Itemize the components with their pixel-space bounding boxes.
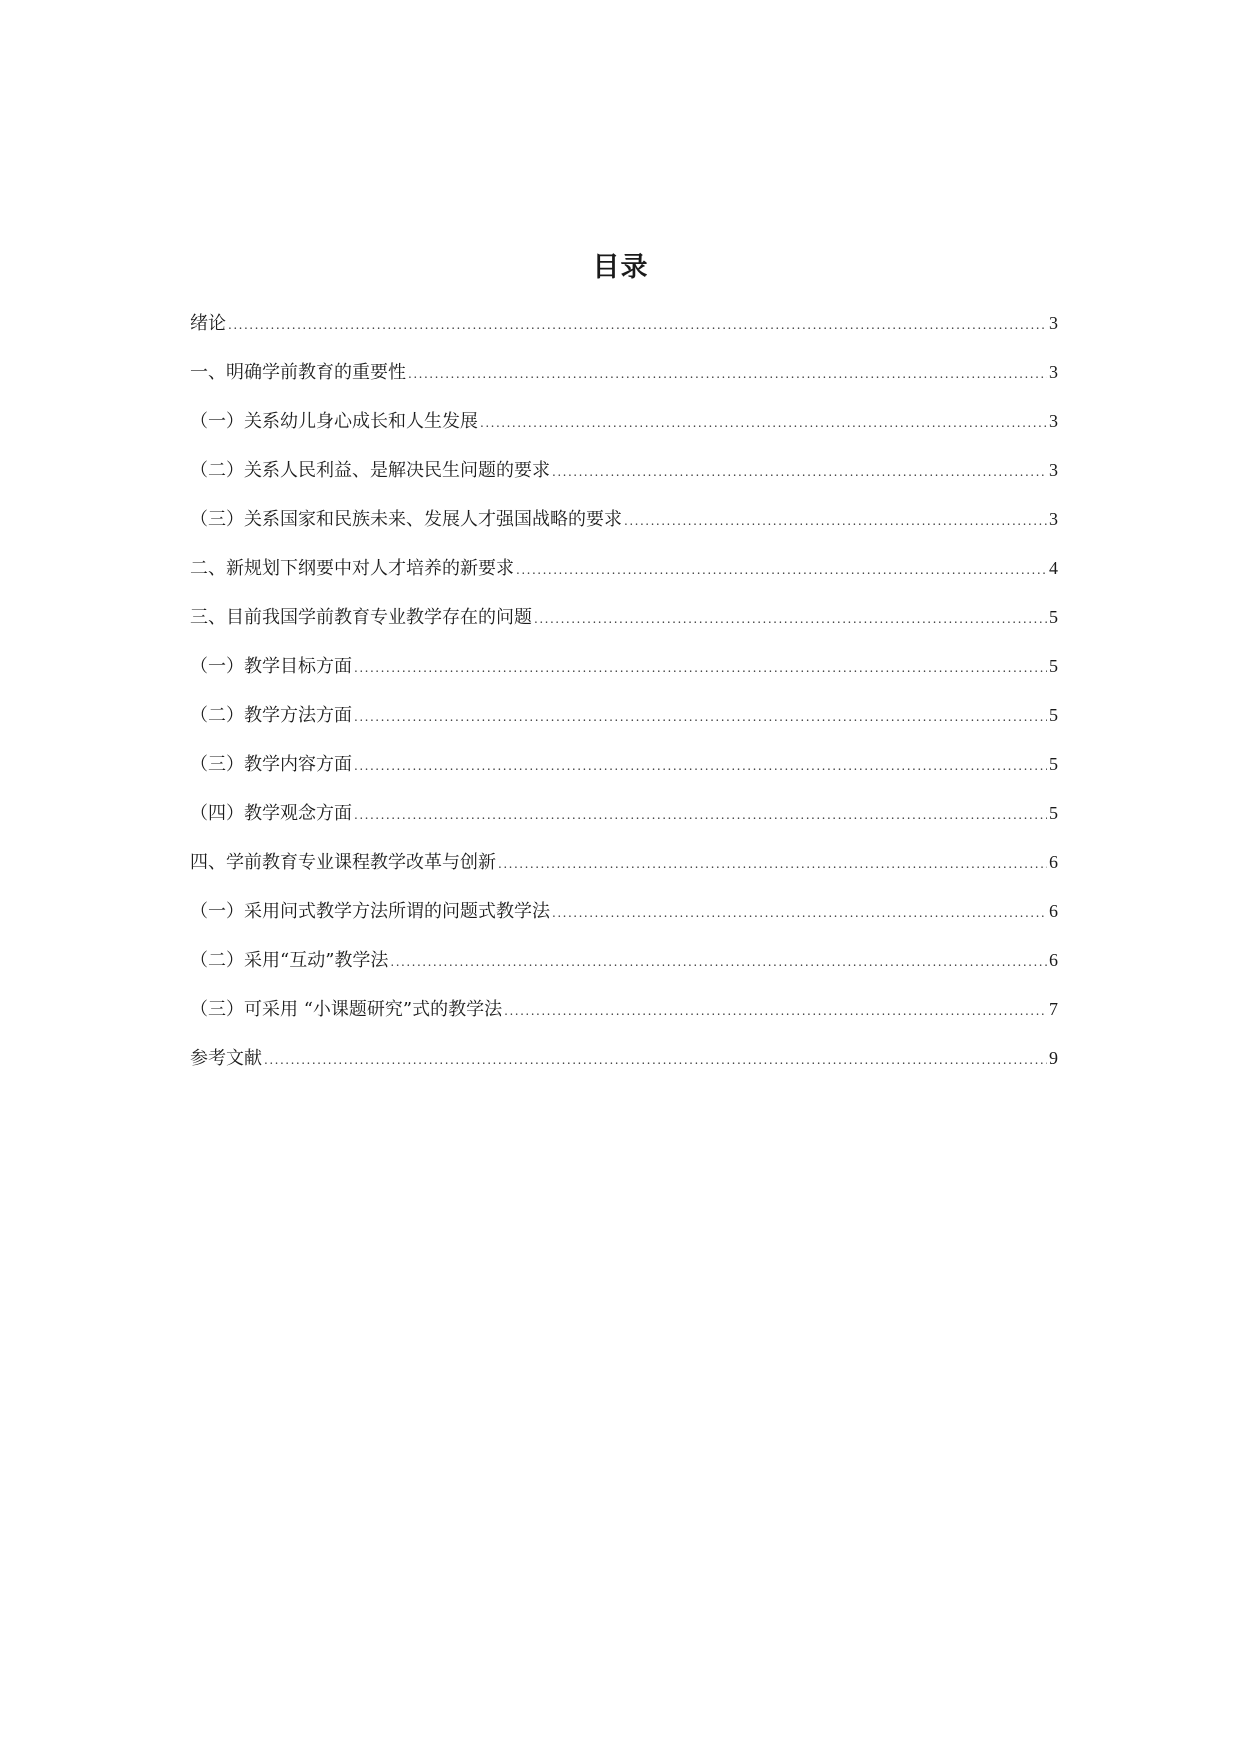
toc-entry-label: （一）教学目标方面	[190, 656, 352, 677]
toc-entry-label: （一）采用问式教学方法所谓的问题式教学法	[190, 901, 550, 922]
toc-entry-page: 5	[1049, 754, 1058, 774]
toc-entry[interactable]	[190, 357, 1058, 406]
toc-dot-leader	[552, 898, 1047, 928]
toc-entry-label: （一）关系幼儿身心成长和人生发展	[190, 411, 478, 432]
toc-entry[interactable]	[190, 847, 1058, 896]
toc-entry[interactable]	[190, 798, 1058, 847]
toc-entry-page: 3	[1049, 313, 1058, 333]
toc-entry-label: （二）教学方法方面	[190, 705, 352, 726]
toc-entry-label: （四）教学观念方面	[190, 803, 352, 824]
toc-dot-leader	[534, 604, 1047, 634]
toc-entry[interactable]	[190, 455, 1058, 504]
toc-entry-page: 4	[1049, 558, 1058, 578]
toc-entry-page: 6	[1049, 950, 1058, 970]
toc-dot-leader	[354, 653, 1047, 683]
toc-entry-page: 6	[1049, 901, 1058, 921]
toc-dot-leader	[504, 996, 1047, 1026]
toc-entry-page: 9	[1049, 1048, 1058, 1068]
toc-entry-label: （三）教学内容方面	[190, 754, 352, 775]
toc-entry[interactable]	[190, 406, 1058, 455]
toc-entry-page: 3	[1049, 362, 1058, 382]
toc-dot-leader	[480, 408, 1047, 438]
toc-entry[interactable]	[190, 994, 1058, 1043]
toc-entry-label: （二）关系人民利益、是解决民生问题的要求	[190, 460, 550, 481]
toc-dot-leader	[264, 1045, 1047, 1075]
toc-entry[interactable]	[190, 553, 1058, 602]
toc-entry-label: 参考文献	[190, 1048, 262, 1069]
toc-dot-leader	[516, 555, 1047, 585]
toc-entry-page: 5	[1049, 607, 1058, 627]
toc-entry[interactable]	[190, 651, 1058, 700]
toc-entry-label: 绪论	[190, 313, 226, 334]
toc-title: 目录	[592, 252, 649, 283]
toc-entry-page: 5	[1049, 705, 1058, 725]
toc-entry-label: 三、目前我国学前教育专业教学存在的问题	[190, 607, 532, 628]
toc-entry[interactable]	[190, 945, 1058, 994]
toc-entry[interactable]	[190, 749, 1058, 798]
toc-entry-label: 四、学前教育专业课程教学改革与创新	[190, 852, 496, 873]
toc-entry-page: 7	[1049, 999, 1058, 1019]
toc-dot-leader	[498, 849, 1047, 879]
toc-entry-page: 5	[1049, 656, 1058, 676]
toc-dot-leader	[228, 310, 1047, 340]
toc-entry-label: （三）关系国家和民族未来、发展人才强国战略的要求	[190, 509, 622, 530]
toc-entry[interactable]	[190, 602, 1058, 651]
toc-entry[interactable]	[190, 896, 1058, 945]
toc-entry[interactable]	[190, 700, 1058, 749]
toc-dot-leader	[552, 457, 1047, 487]
toc-entry[interactable]	[190, 1043, 1058, 1092]
toc-entry[interactable]	[190, 308, 1058, 357]
toc-entry-page: 6	[1049, 852, 1058, 872]
toc-entry-page: 3	[1049, 509, 1058, 529]
toc-entry-label: （二）采用“互动”教学法	[190, 950, 389, 971]
toc-entry-page: 5	[1049, 803, 1058, 823]
toc-entry[interactable]	[190, 504, 1058, 553]
toc-entry-label: 一、明确学前教育的重要性	[190, 362, 406, 383]
toc-list	[190, 308, 1058, 1092]
toc-entry-label: 二、新规划下纲要中对人才培养的新要求	[190, 558, 514, 579]
toc-dot-leader	[390, 947, 1047, 977]
toc-dot-leader	[408, 359, 1047, 389]
toc-entry-page: 3	[1049, 411, 1058, 431]
toc-entry-label: （三）可采用 “小课题研究”式的教学法	[190, 999, 503, 1020]
toc-dot-leader	[354, 751, 1047, 781]
toc-dot-leader	[354, 702, 1047, 732]
toc-dot-leader	[354, 800, 1047, 830]
toc-entry-page: 3	[1049, 460, 1058, 480]
toc-dot-leader	[624, 506, 1047, 536]
